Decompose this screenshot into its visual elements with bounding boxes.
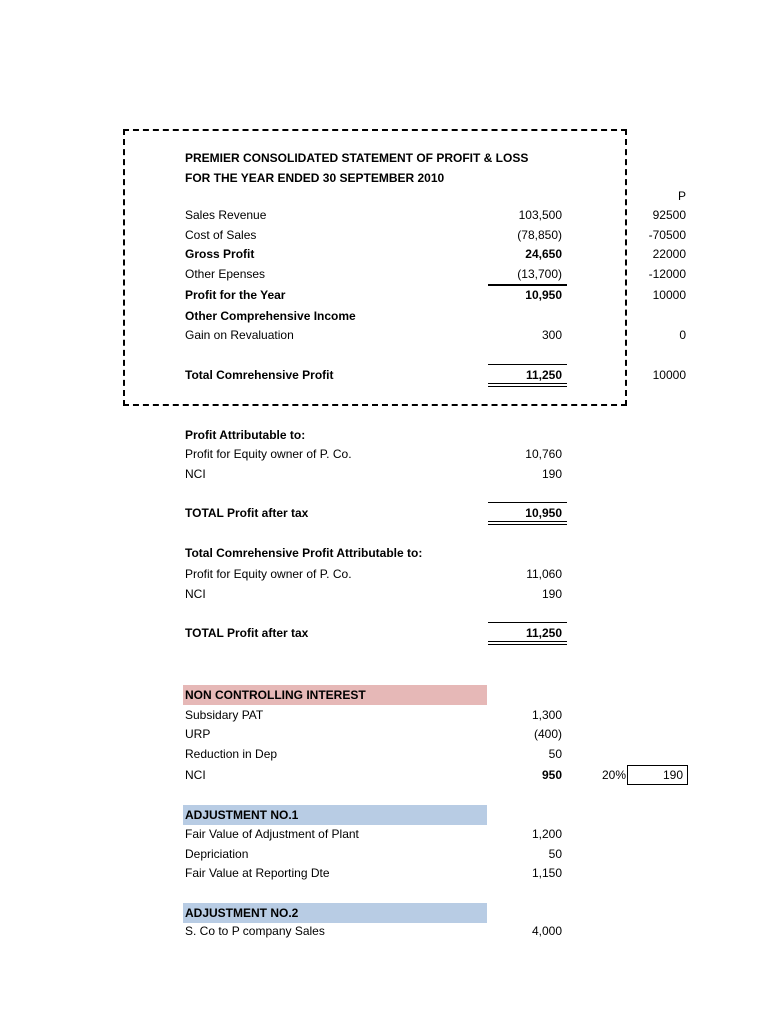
comprehensive-owner-label: Profit for Equity owner of P. Co. [185,567,352,581]
attributable-total-value: 10,950 [525,506,562,520]
row-label-gain-revaluation: Gain on Revaluation [185,328,294,342]
nci-percent: 20% [601,768,626,782]
row-p-cost-of-sales: -70500 [648,228,686,242]
nci-row-label-subsidary-pat: Subsidary PAT [185,708,264,722]
row-value-profit-for-year: 10,950 [525,288,562,302]
row-p-profit-for-year: 10000 [652,288,686,302]
adjustment2-row-value-sales: 4,000 [531,924,562,938]
row-label-total-comprehensive: Total Comrehensive Profit [185,368,334,382]
row-p-other-expenses: -12000 [648,267,686,281]
row-value-sales-revenue: 103,500 [518,208,562,222]
adjustment1-row-label-reporting: Fair Value at Reporting Dte [185,866,330,880]
nci-title: NON CONTROLLING INTEREST [185,688,366,702]
row-value-gain-revaluation: 300 [541,328,562,342]
row-label-cost-of-sales: Cost of Sales [185,228,257,242]
p-column-header: P [677,189,686,203]
total-rule-top [488,364,567,365]
row-value-gross-profit: 24,650 [525,247,562,261]
attributable-nci-label: NCI [185,467,206,481]
nci-row-label-nci: NCI [185,768,206,782]
statement-subtitle: FOR THE YEAR ENDED 30 SEPTEMBER 2010 [185,171,445,185]
adjustment2-title: ADJUSTMENT NO.2 [185,906,299,920]
row-value-total-comprehensive: 11,250 [525,368,562,382]
adjustment2-row-label-sales: S. Co to P company Sales [185,924,325,938]
statement-title: PREMIER CONSOLIDATED STATEMENT OF PROFIT & LOSS [185,151,529,165]
comprehensive-total-rule [488,622,567,623]
nci-row-value-nci: 950 [541,768,562,782]
attributable-title: Profit Attributable to: [185,428,306,442]
adjustment1-row-label-fair-value: Fair Value of Adjustment of Plant [185,827,359,841]
nci-row-value-reduction-dep: 50 [548,747,562,761]
adjustment1-row-value-reporting: 1,150 [531,866,562,880]
row-label-sales-revenue: Sales Revenue [185,208,267,222]
attributable-total-label: TOTAL Profit after tax [185,506,309,520]
adjustment1-title: ADJUSTMENT NO.1 [185,808,299,822]
attributable-owner-value: 10,760 [525,447,562,461]
nci-row-value-subsidary-pat: 1,300 [531,708,562,722]
adjustment1-row-value-depriciation: 50 [548,847,562,861]
row-p-total-comprehensive: 10000 [652,368,686,382]
row-label-other-expenses: Other Epenses [185,267,266,281]
row-p-gross-profit: 22000 [652,247,686,261]
row-label-gross-profit: Gross Profit [185,247,255,261]
total-double-rule [488,383,567,387]
row-p-sales-revenue: 92500 [652,208,686,222]
adjustment1-row-label-depriciation: Depriciation [185,847,249,861]
row-label-oci: Other Comprehensive Income [185,309,356,323]
attributable-owner-label: Profit for Equity owner of P. Co. [185,447,352,461]
row-value-cost-of-sales: (78,850) [517,228,562,242]
attributable-total-rule [488,502,567,503]
comprehensive-owner-value: 11,060 [526,567,562,581]
row-label-profit-for-year: Profit for the Year [185,288,286,302]
attributable-nci-value: 190 [541,467,562,481]
attributable-double-rule [488,521,567,525]
comprehensive-nci-label: NCI [185,587,206,601]
comprehensive-title: Total Comrehensive Profit Attributable to: [185,546,423,560]
row-p-gain-revaluation: 0 [679,328,686,342]
comprehensive-total-value: 11,250 [525,626,562,640]
nci-row-label-urp: URP [185,727,211,741]
adjustment1-row-value-fair-value: 1,200 [531,827,562,841]
row-value-other-expenses: (13,700) [517,267,562,281]
nci-row-value-urp: (400) [533,727,562,741]
nci-row-label-reduction-dep: Reduction in Dep [185,747,278,761]
subtotal-rule [488,284,567,286]
comprehensive-total-label: TOTAL Profit after tax [185,626,309,640]
nci-result-value: 190 [662,768,683,782]
comprehensive-nci-value: 190 [541,587,562,601]
comprehensive-double-rule [488,641,567,645]
